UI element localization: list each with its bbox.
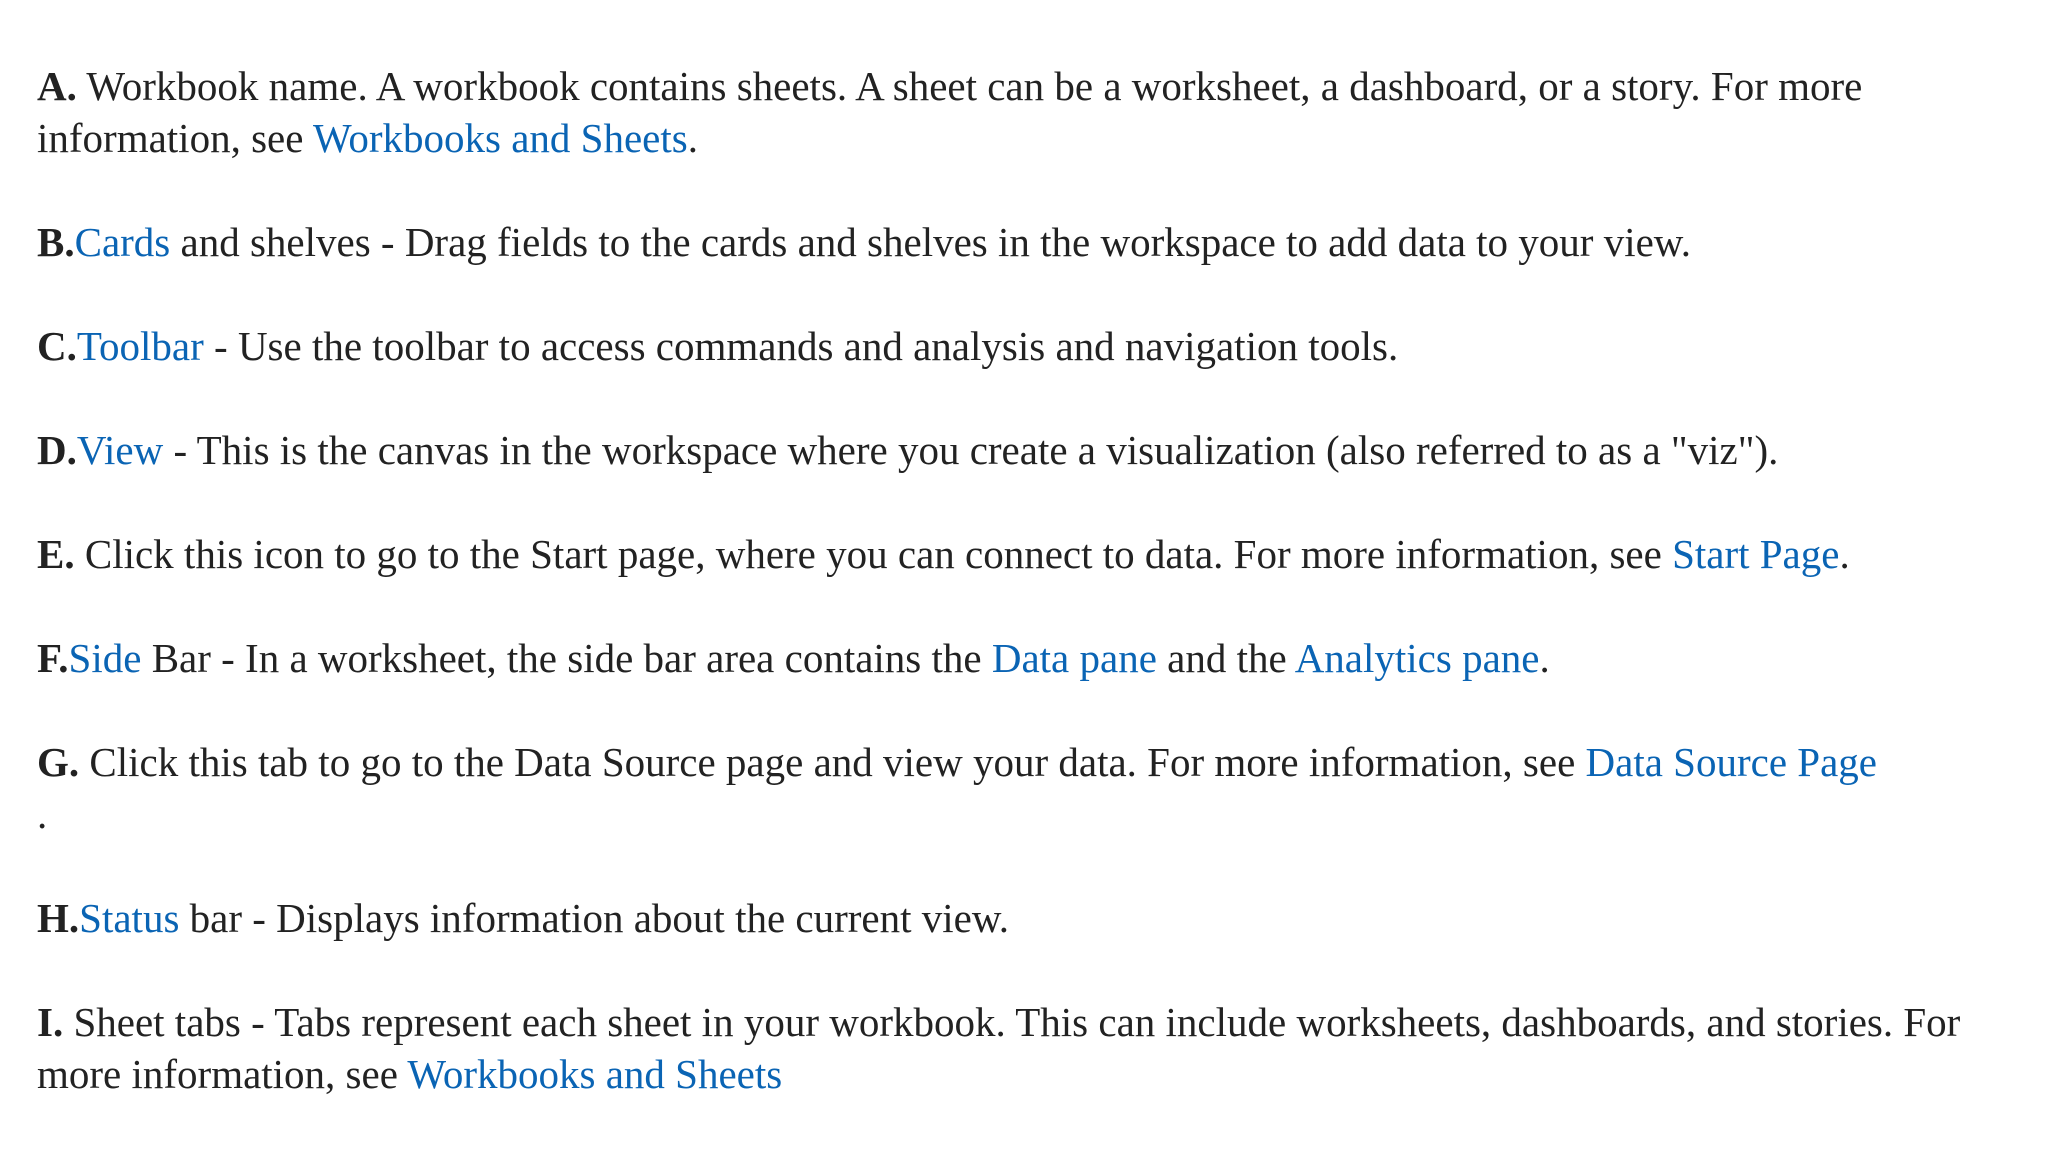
entry-d [37,424,2008,476]
entry-text: Bar - In a worksheet, the side bar area contains the [141,635,992,681]
entry-text: and the [1156,635,1295,681]
status-link[interactable]: Status [79,895,180,941]
entry-b [37,216,2008,268]
entry-c [37,320,2008,372]
data-source-page-link[interactable]: Data Source Page [1585,739,1877,785]
entry-f [37,632,2008,684]
entry-letter: C. [37,323,77,369]
entry-text: and shelves - Drag fields to the cards and shelves in the workspace to add data to your view. [170,219,1691,265]
entry-text: . [1539,635,1550,681]
entry-i [37,996,2008,1100]
entry-g [37,736,2008,840]
entry-letter: I. [37,999,64,1045]
entry-letter: G. [37,739,80,785]
entry-e [37,528,2008,580]
entry-text: Workbook name. A workbook contains sheets. A sheet can be a worksheet, a dashboard, or a story. For more information, see [37,63,1863,161]
entry-h [37,892,2008,944]
workbooks-and-sheets-link[interactable]: Workbooks and Sheets [407,1051,783,1097]
entry-text: bar - Displays information about the current view. [179,895,1010,941]
cards-link[interactable]: Cards [74,219,171,265]
entry-letter: E. [37,531,75,577]
entry-text: . [37,791,48,837]
workbooks-and-sheets-link[interactable]: Workbooks and Sheets [312,115,688,161]
entry-text: - Use the toolbar to access commands and analysis and navigation tools. [203,323,1399,369]
view-link[interactable]: View [76,427,164,473]
entry-text: Click this tab to go to the Data Source page and view your data. For more information, see [79,739,1586,785]
entry-text: . [1839,531,1850,577]
entry-text: . [687,115,698,161]
start-page-link[interactable]: Start Page [1672,531,1840,577]
entry-letter: H. [37,895,80,941]
entry-letter: B. [37,219,75,265]
analytics-pane-link[interactable]: Analytics pane [1294,635,1540,681]
entry-letter: D. [37,427,77,473]
entry-text: - This is the canvas in the workspace where you create a visualization (also referred to as a "viz"). [163,427,1779,473]
toolbar-link[interactable]: Toolbar [76,323,204,369]
side-link[interactable]: Side [68,635,142,681]
entry-letter: A. [37,63,77,109]
entry-text: Sheet tabs - Tabs represent each sheet in your workbook. This can include worksheets, dashboards, and stories. For more information, see [37,999,1961,1097]
entry-text: Click this icon to go to the Start page, where you can connect to data. For more information, see [74,531,1673,577]
data-pane-link[interactable]: Data pane [991,635,1157,681]
entry-a [37,60,2008,164]
entry-letter: F. [37,635,69,681]
